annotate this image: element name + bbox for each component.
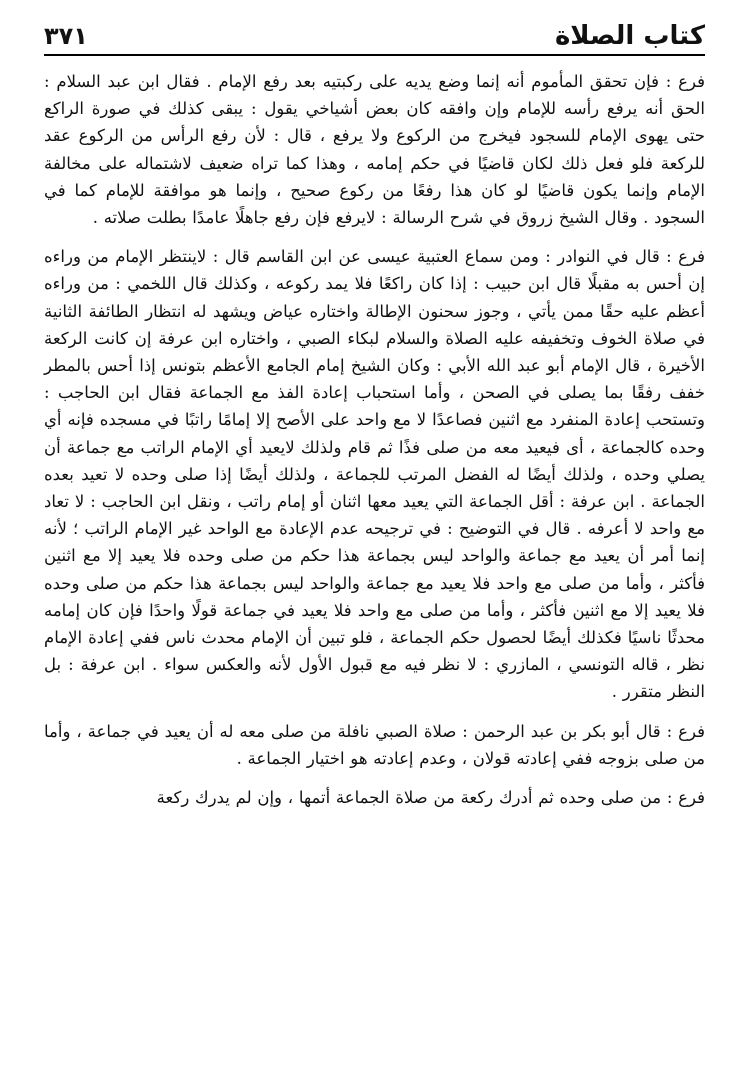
paragraph-2: فرع : قال في النوادر : ومن سماع العتبية عيسى عن ابن القاسم قال : لاينتظر الإمام من وراءه إن أحس به مقبلًا قال ابن حبيب : إذا كان راكعًا فلا يمد ركوعه ، وكذلك قال اللخمي : من وراءه أعظم عليه حقًا ممن يأتي ، وجوز سحنون الإطالة واختاره عياض ويشهد له انتظار الطائفة الثانية في صلاة الخوف وتخفيفه عليه الصلاة والسلام لبكاء الصبي ، واختاره ابن عرفة إن كانت الركعة الأخيرة ، قال الإمام أبو عبد الله الأبي : وكان الشيخ إمام الجامع الأعظم بتونس إذا أحس بالمطر خفف رفقًا بما يصلى في الصحن ، وأما استحباب إعادة الفذ مع الجماعة فقال ابن الحاجب : وتستحب إعادة المنفرد مع اثنين فصاعدًا لا مع واحد على الأصح إلا إمامًا راتبًا في مسجده فإنه أي وحده كالجماعة ، أى فيعيد معه من صلى فذًا ثم قام ولذلك لايعيد أي الإمام الراتب مع جماعة أن يصلي وحده ، ولذلك أيضًا له الفضل المرتب للجماعة ، ولذلك أيضًا إذا صلى وحده لا تعيد بعده الجماعة . ابن عرفة : أقل الجماعة التي يعيد معها اثنان أو إمام راتب ، ونقل ابن الحاجب : لا تعاد مع واحد لا أعرفه . قال في التوضيح : في ترجيحه عدم الإعادة مع الواحد غير الإمام الراتب ؛ لأنه إنما أمر أن يعيد مع جماعة والواحد ليس بجماعة هذا حكم من صلى وحده فلا يعيد إلا مع اثنين فأكثر ، وأما من صلى مع واحد فلا يعيد مع جماعة والواحد ليس بجماعة هذا حكم من صلى وحده فلا يعيد إلا مع اثنين فأكثر ، وأما من صلى مع واحد فلا يعيد في جماعة قولًا واحدًا فإن كان إمامه محدثًا ناسيًا فكذلك أيضًا لحصول حكم الجماعة ، فلو تبين أن الإمام محدث ناس ففي إعادة الإمام نظر ، قاله التونسي ، المازري : لا نظر فيه مع قبول الأول لأنه والعكس سواء . ابن عرفة : بل النظر متقرر . — [44, 247, 705, 702]
page-header — [44, 14, 705, 56]
chapter-title: كتاب الصلاة — [554, 21, 705, 51]
paragraph-1: فرع : فإن تحقق المأموم أنه إنما وضع يديه على ركبتيه بعد رفع الإمام . فقال ابن عبد السلام : الحق أنه يرفع رأسه للإمام وإن وافقه كان بعض أشياخي يقول : يبقى كذلك في صورة الراكع حتى يهوى الإمام للسجود فيخرج من الركوع ولا يرفع ، قال : لأن رفع الرأس من الركوع عقد للركعة فلو فعل ذلك لكان قاضيًا في حكم إمامه ، وهذا كما تراه ضعيف لاشتماله على مخالفة الإمام وإنما يكون قاضيًا لو كان هذا رفعًا من ركوع صحيح ، وإنما هو موافقة للإمام كما في السجود . وقال الشيخ زروق في شرح الرسالة : لايرفع فإن رفع جاهلًا عامدًا بطلت صلاته . — [44, 72, 705, 228]
page-number: ٣٧١ — [44, 22, 88, 50]
paragraph-4: فرع : من صلى وحده ثم أدرك ركعة من صلاة الجماعة أتمها ، وإن لم يدرك ركعة — [156, 788, 705, 808]
paragraph-3: فرع : قال أبو بكر بن عبد الرحمن : صلاة الصبي نافلة من صلى معه له أن يعيد في جماعة ، وأما من صلى بزوجه ففي إعادته قولان ، وعدم إعادته هو اختيار الجماعة . — [44, 721, 705, 768]
